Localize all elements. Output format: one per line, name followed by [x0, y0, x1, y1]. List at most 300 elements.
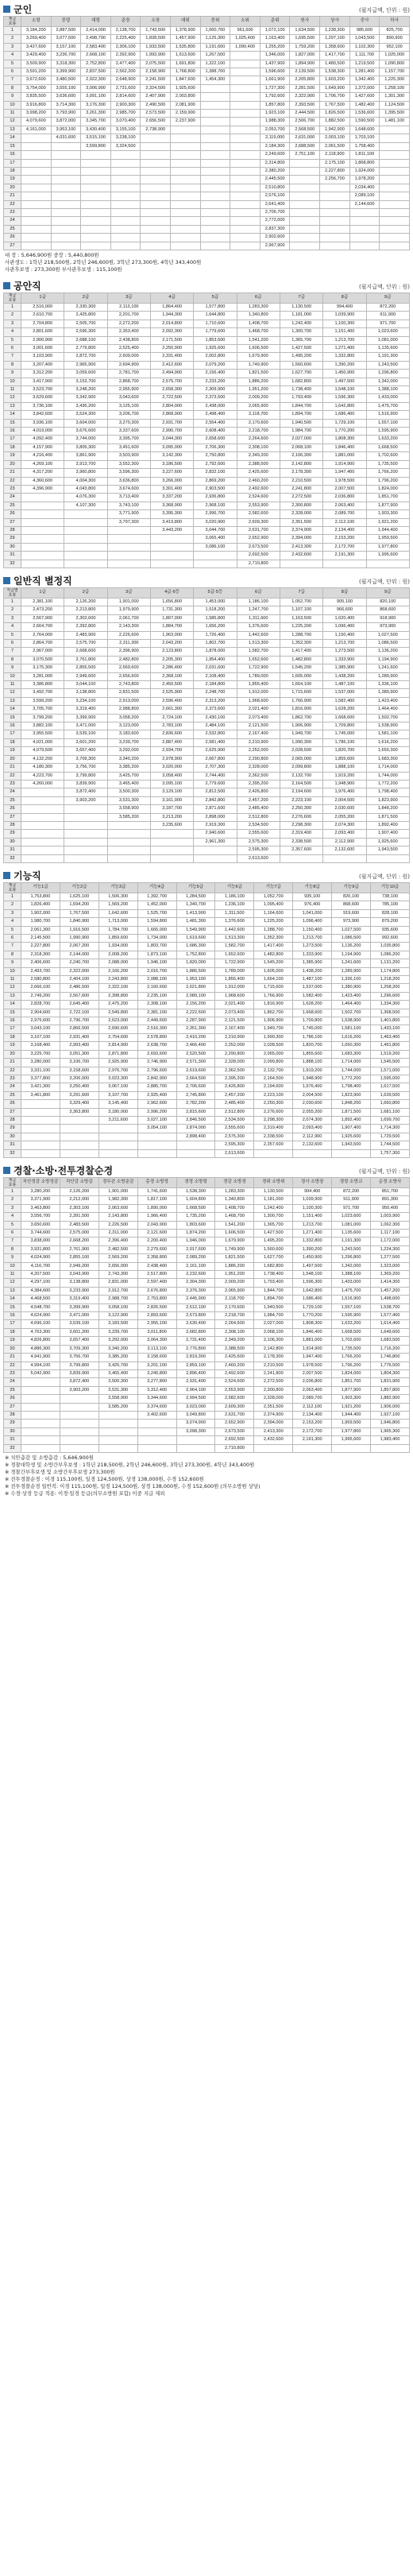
pay-cell: 3,250,400: [60, 1083, 98, 1091]
pay-cell: [380, 192, 410, 200]
pay-cell: 2,178,300: [280, 469, 322, 477]
pay-cell: 3,049,800: [176, 1411, 215, 1419]
pay-cell: 1,163,400: [260, 35, 290, 43]
pay-cell: 2,582,600: [215, 1395, 254, 1403]
pay-cell: 1,346,000: [260, 52, 290, 60]
pay-cell: [137, 1444, 176, 1452]
pay-cell: 3,842,600: [21, 411, 64, 419]
pay-cell: 3,531,300: [98, 1386, 137, 1394]
table-row: [4, 918, 410, 926]
pay-cell: 2,287,900: [176, 1017, 215, 1025]
corner-bottom-label: 호봉: [8, 21, 17, 26]
pay-cell: 2,738,900: [141, 126, 171, 134]
pay-cell: 1,988,300: [260, 118, 290, 126]
pay-cell: 1,616,200: [366, 738, 409, 746]
pay-cell: 2,846,500: [176, 1116, 215, 1124]
pay-cell: 2,331,400: [150, 353, 193, 361]
table-row: [4, 68, 410, 76]
pay-cell: 2,661,300: [150, 706, 193, 714]
pay-cell: 868,600: [366, 606, 409, 614]
pay-cell: [107, 830, 150, 838]
pay-cell: 1,634,500: [290, 27, 320, 35]
table-row: [4, 631, 410, 639]
pay-cell: 1,714,000: [332, 1059, 371, 1067]
pay-cell: 1,914,900: [293, 1345, 332, 1353]
pay-cell: 1,745,000: [323, 730, 366, 738]
pay-cell: [21, 838, 64, 846]
pay-cell: 2,688,100: [64, 336, 107, 344]
pay-cell: 1,358,600: [320, 43, 350, 51]
column-header: 7급: [280, 587, 322, 598]
pay-cell: 2,722,500: [150, 394, 193, 402]
pay-cell: 3,744,600: [21, 1230, 60, 1238]
pay-cell: 3,044,100: [64, 681, 107, 689]
pay-cell: [230, 118, 261, 126]
pay-cell: 1,977,800: [366, 543, 409, 551]
pay-cell: [171, 159, 201, 167]
pay-cell: 1,857,800: [260, 101, 290, 109]
pay-cell: 868,600: [332, 901, 371, 909]
pay-cell: 2,571,300: [176, 1059, 215, 1067]
pay-cell: [81, 208, 111, 216]
pay-cell: 2,358,800: [137, 1254, 176, 1262]
step-cell: 20: [4, 1050, 21, 1058]
step-cell: 13: [4, 992, 21, 1000]
pay-cell: 2,900,900: [21, 336, 64, 344]
note-line: ※ 치안총감 및 소방총감 : 5,646,900원: [5, 1454, 94, 1461]
pay-cell: [320, 217, 350, 225]
pay-cell: 1,333,900: [293, 951, 332, 959]
pay-cell: [230, 176, 261, 184]
pay-cell: 3,371,900: [21, 1196, 60, 1204]
pay-cell: 2,898,400: [176, 1133, 215, 1141]
pay-cell: 1,495,200: [280, 353, 322, 361]
section-title-text: 기능직: [14, 870, 41, 881]
pay-cell: 1,135,600: [366, 345, 409, 353]
pay-cell: 1,656,200: [194, 623, 237, 631]
pay-cell: 1,454,300: [200, 76, 230, 84]
pay-cell: 1,946,000: [176, 1238, 215, 1245]
pay-cell: 1,297,100: [320, 35, 350, 43]
pay-cell: 5,042,900: [21, 1369, 60, 1377]
pay-cell: 1,649,900: [320, 84, 350, 92]
pay-cell: 1,862,700: [254, 1009, 293, 1017]
pay-cell: 1,498,600: [371, 1296, 410, 1303]
pay-cell: 1,792,600: [260, 93, 290, 101]
pay-cell: [230, 192, 261, 200]
pay-cell: 2,819,300: [176, 1354, 215, 1362]
pay-cell: 1,679,900: [215, 1238, 254, 1245]
pay-cell: 2,031,600: [194, 664, 237, 672]
pay-cell: 2,227,800: [21, 943, 60, 951]
pay-cell: 2,832,100: [194, 469, 237, 477]
step-cell: 12: [4, 118, 21, 126]
table-row: [4, 1230, 410, 1238]
pay-cell: [230, 126, 261, 134]
pay-cell: 1,614,400: [371, 1320, 410, 1328]
pay-cell: 3,838,000: [21, 1238, 60, 1245]
pay-cell: 1,172,000: [371, 1238, 410, 1245]
step-cell: 21: [4, 1354, 21, 1362]
pay-cell: 2,619,600: [176, 1067, 215, 1075]
pay-cell: 1,482,800: [254, 951, 293, 959]
pay-cell: [81, 225, 111, 233]
pay-cell: 2,512,100: [176, 1303, 215, 1311]
pay-cell: 1,333,900: [323, 656, 366, 664]
section-title-text: 일반직 별정직: [14, 575, 72, 587]
table-row: [4, 706, 410, 714]
pay-cell: 1,798,400: [332, 1083, 371, 1091]
pay-cell: 2,517,800: [137, 1271, 176, 1279]
pay-cell: 2,264,600: [237, 436, 280, 444]
pay-cell: [64, 518, 107, 526]
pay-cell: 2,201,700: [107, 312, 150, 320]
pay-cell: 2,782,200: [176, 1100, 215, 1108]
pay-cell: 2,722,100: [60, 1009, 98, 1017]
step-cell: 17: [4, 730, 21, 738]
column-header: 6급: [237, 292, 280, 303]
pay-cell: 2,460,200: [237, 477, 280, 485]
pay-cell: 2,859,100: [176, 1362, 215, 1369]
table-row: [4, 738, 410, 746]
step-cell: 11: [4, 110, 21, 118]
pay-cell: 1,218,200: [371, 976, 410, 984]
pay-cell: 1,857,800: [371, 1386, 410, 1394]
pay-cell: 1,590,500: [349, 118, 380, 126]
pay-cell: 3,797,300: [107, 518, 150, 526]
pay-cell: 1,766,900: [280, 697, 322, 705]
pay-cell: 2,638,700: [137, 1042, 176, 1050]
pay-cell: 3,122,900: [98, 1312, 137, 1320]
pay-cell: 1,322,100: [200, 60, 230, 68]
pay-cell: 2,374,900: [254, 1411, 293, 1419]
pay-cell: 3,650,600: [21, 1221, 60, 1229]
square-bullet-icon: [3, 872, 10, 879]
pay-cell: 4,180,300: [21, 764, 64, 772]
pay-cell: 3,129,100: [150, 788, 193, 796]
pay-cell: 3,503,900: [107, 452, 150, 460]
pay-cell: 2,746,900: [137, 1059, 176, 1067]
pay-cell: 3,604,000: [64, 419, 107, 427]
pay-cell: 2,144,600: [349, 200, 380, 208]
pay-cell: [320, 200, 350, 208]
column-header: 2급: [64, 292, 107, 303]
pay-cell: 1,243,500: [332, 1245, 371, 1253]
pay-cell: 2,812,500: [194, 788, 237, 796]
pay-cell: 1,039,900: [323, 312, 366, 320]
step-cell: 1: [4, 598, 21, 606]
pay-cell: 1,978,500: [293, 1362, 332, 1369]
pay-cell: [141, 167, 171, 175]
pay-cell: 1,388,700: [200, 68, 230, 76]
pay-cell: 1,652,600: [237, 656, 280, 664]
pay-cell: 2,306,100: [110, 43, 141, 51]
pay-cell: 2,978,900: [150, 755, 193, 763]
pay-cell: 3,523,700: [21, 386, 64, 394]
pay-cell: 2,482,800: [107, 656, 150, 664]
pay-cell: 2,009,200: [237, 394, 280, 402]
pay-cell: 3,206,000: [60, 1075, 98, 1083]
pay-cell: 3,629,600: [21, 394, 64, 402]
pay-cell: [194, 854, 237, 862]
pay-cell: 3,471,000: [60, 1312, 98, 1320]
step-cell: 7: [4, 353, 21, 361]
pay-cell: [21, 208, 52, 216]
pay-cell: 3,872,000: [51, 118, 81, 126]
table-row: [4, 984, 410, 992]
pay-cell: [230, 68, 261, 76]
pay-cell: 3,240,800: [137, 1369, 176, 1377]
table-row: [4, 1320, 410, 1328]
pay-cell: 1,060,700: [200, 27, 230, 35]
column-header: 6급: [237, 587, 280, 598]
pay-cell: 1,894,900: [290, 60, 320, 68]
pay-cell: 2,871,600: [194, 805, 237, 813]
pay-cell: 1,694,200: [60, 901, 98, 909]
pay-cell: [176, 1141, 215, 1149]
table-row: [4, 1116, 410, 1124]
pay-cell: 2,610,700: [21, 312, 64, 320]
pay-cell: 1,820,700: [323, 747, 366, 755]
table-row: [4, 697, 410, 705]
pay-cell: 2,132,600: [323, 846, 366, 854]
table-row: [4, 943, 410, 951]
step-cell: 9: [4, 664, 21, 672]
pay-cell: [98, 1141, 137, 1149]
pay-cell: 3,312,200: [21, 370, 64, 378]
pay-cell: 2,008,200: [98, 951, 137, 959]
pay-cell: 1,844,700: [280, 402, 322, 410]
pay-cell: 1,191,300: [366, 353, 409, 361]
pay-cell: 1,940,500: [254, 1303, 293, 1311]
pay-cell: [51, 184, 81, 192]
pay-cell: 2,575,300: [215, 1133, 254, 1141]
table-row: [4, 1271, 410, 1279]
table-row: [4, 118, 410, 126]
pay-cell: 4,260,000: [21, 780, 64, 788]
pay-cell: 3,020,000: [150, 764, 193, 772]
pay-cell: 1,475,700: [366, 402, 409, 410]
pay-cell: [110, 192, 141, 200]
pay-cell: 2,438,400: [137, 1262, 176, 1270]
step-cell: 24: [4, 494, 21, 502]
pay-cell: [230, 76, 261, 84]
step-cell: 18: [4, 444, 21, 451]
pay-cell: 2,003,100: [320, 134, 350, 142]
pay-cell: 1,023,600: [332, 1213, 371, 1221]
pay-cell: 2,931,400: [60, 1033, 98, 1041]
pay-cell: 3,280,000: [21, 1059, 60, 1067]
pay-cell: 2,065,000: [280, 755, 322, 763]
table-row: [4, 935, 410, 943]
pay-cell: 1,902,000: [21, 909, 60, 917]
salary-table: [3, 882, 410, 1158]
pay-cell: [21, 167, 52, 175]
pay-cell: 1,789,000: [237, 672, 280, 680]
pay-cell: 4,043,800: [64, 485, 107, 493]
pay-cell: 2,276,600: [254, 1108, 293, 1116]
pay-cell: 3,599,200: [21, 697, 64, 705]
step-cell: 14: [4, 411, 21, 419]
pay-cell: 2,362,500: [237, 772, 280, 780]
pay-cell: 2,512,800: [215, 1108, 254, 1116]
table-row: [4, 1067, 410, 1075]
pay-cell: 1,277,500: [371, 1254, 410, 1262]
pay-cell: 2,391,500: [60, 1213, 98, 1221]
pay-cell: [21, 142, 52, 150]
pay-cell: 1,633,200: [332, 1320, 371, 1328]
pay-cell: 2,410,200: [176, 1033, 215, 1041]
pay-cell: 3,471,000: [64, 722, 107, 730]
pay-cell: 1,625,100: [60, 893, 98, 901]
pay-cell: 2,376,300: [176, 1287, 215, 1295]
note-line: ※ 전투경찰순경 : 이경 115,100원, 일경 124,500원, 상경 138,000원, 수경 152,600원: [5, 1475, 204, 1482]
pay-cell: 3,601,200: [64, 738, 107, 746]
pay-cell: 1,943,500: [332, 1141, 371, 1149]
pay-cell: [81, 151, 111, 159]
pay-cell: 2,580,800: [21, 976, 60, 984]
pay-cell: 1,582,400: [323, 697, 366, 705]
pay-cell: 1,538,300: [320, 68, 350, 76]
table-header-row: [4, 292, 410, 303]
column-header: 5급·5등: [194, 587, 237, 598]
pay-cell: 1,151,400: [293, 1213, 332, 1221]
pay-cell: 1,545,200: [280, 664, 322, 672]
column-header: 소령: [21, 17, 52, 27]
pay-cell: 1,786,100: [323, 738, 366, 746]
pay-cell: 3,044,300: [150, 436, 193, 444]
pay-cell: 1,495,200: [254, 1238, 293, 1245]
step-cell: 19: [4, 176, 21, 184]
pay-cell: [293, 1149, 332, 1157]
pay-cell: 2,353,400: [107, 328, 150, 336]
pay-cell: 2,815,600: [176, 1108, 215, 1116]
pay-cell: 1,225,300: [380, 76, 410, 84]
pay-cell: 2,525,900: [150, 689, 193, 697]
table-row: [4, 780, 410, 788]
square-bullet-icon: [3, 282, 10, 289]
pay-cell: [141, 142, 171, 150]
step-cell: 13: [4, 697, 21, 705]
pay-cell: 4,216,400: [21, 452, 64, 460]
pay-cell: 2,308,100: [215, 1328, 254, 1336]
column-header: 기능6급: [215, 882, 254, 893]
step-cell: 28: [4, 821, 21, 829]
pay-cell: 2,694,900: [107, 361, 150, 369]
salary-table: [3, 587, 410, 863]
pay-cell: 2,308,100: [237, 444, 280, 451]
pay-cell: 1,043,500: [349, 35, 380, 43]
step-cell: 27: [4, 242, 21, 250]
pay-cell: [366, 854, 409, 862]
pay-cell: 2,761,800: [64, 656, 107, 664]
table-row: [4, 1354, 410, 1362]
pay-cell: 1,912,000: [237, 689, 280, 697]
pay-cell: 1,827,000: [290, 52, 320, 60]
pay-cell: 1,821,500: [215, 1254, 254, 1262]
pay-cell: [230, 60, 261, 68]
pay-cell: 3,395,700: [107, 436, 150, 444]
pay-cell: 1,648,600: [349, 126, 380, 134]
table-row: [4, 312, 410, 320]
column-header: 경위 소방위: [254, 1177, 293, 1187]
pay-cell: 1,582,400: [293, 992, 332, 1000]
pay-cell: [150, 552, 193, 560]
pay-cell: 2,121,500: [215, 1017, 254, 1025]
pay-cell: 2,205,800: [290, 76, 320, 84]
pay-cell: 1,714,000: [366, 764, 409, 772]
pay-cell: 1,095,400: [254, 901, 293, 909]
pay-cell: 2,525,400: [107, 345, 150, 353]
column-header: 경감 소방경: [215, 1177, 254, 1187]
pay-cell: 3,103,900: [21, 353, 64, 361]
pay-cell: 2,351,500: [254, 1403, 293, 1411]
pay-cell: [60, 1420, 98, 1427]
pay-cell: 3,291,600: [60, 1091, 98, 1099]
pay-cell: 1,710,600: [194, 320, 237, 327]
column-header: 치안감 소방감: [60, 1177, 98, 1187]
pay-cell: 1,695,500: [290, 35, 320, 43]
table-row: [4, 27, 410, 35]
pay-cell: 1,224,300: [371, 1245, 410, 1253]
pay-cell: 1,376,600: [215, 918, 254, 926]
pay-cell: 2,184,800: [194, 681, 237, 689]
pay-cell: 1,390,200: [293, 1245, 332, 1253]
pay-cell: 3,399,900: [60, 1303, 98, 1311]
step-cell: 24: [4, 788, 21, 796]
pay-cell: 2,965,900: [64, 361, 107, 369]
pay-cell: 3,106,700: [60, 1059, 98, 1067]
pay-cell: 1,464,400: [366, 706, 409, 714]
pay-cell: 911,900: [332, 1196, 371, 1204]
pay-cell: [200, 234, 230, 242]
pay-cell: 2,406,600: [21, 959, 60, 967]
pay-cell: 3,186,500: [150, 460, 193, 468]
step-cell: 12: [4, 394, 21, 402]
step-cell: 3: [4, 1204, 21, 1212]
pay-cell: 2,223,100: [280, 796, 322, 804]
pay-cell: 2,466,400: [176, 1042, 215, 1050]
pay-cell: 3,236,700: [51, 52, 81, 60]
pay-cell: [141, 225, 171, 233]
table-row: [4, 93, 410, 101]
pay-cell: 1,757,300: [371, 1149, 410, 1157]
pay-cell: 1,536,600: [349, 110, 380, 118]
table-row: [4, 846, 410, 854]
pay-cell: 2,668,600: [64, 648, 107, 656]
pay-cell: 4,696,100: [21, 1320, 60, 1328]
salary-table: [3, 1177, 410, 1453]
pay-cell: 1,020,400: [323, 614, 366, 622]
pay-cell: 3,558,900: [107, 805, 150, 813]
pay-cell: 2,153,200: [293, 1420, 332, 1427]
pay-cell: 2,213,800: [64, 606, 107, 614]
pay-cell: [21, 200, 52, 208]
pay-cell: 2,492,600: [237, 485, 280, 493]
table-row: [4, 1312, 410, 1320]
pay-cell: 3,756,700: [60, 1354, 98, 1362]
pay-cell: 1,457,200: [371, 1287, 410, 1295]
section-header: [3, 0, 410, 16]
pay-cell: 911,900: [366, 312, 409, 320]
pay-cell: 1,816,900: [254, 1001, 293, 1009]
pay-cell: 4,079,500: [21, 747, 64, 755]
pay-cell: [320, 234, 350, 242]
pay-cell: 3,839,900: [64, 780, 107, 788]
table-row: [4, 606, 410, 614]
pay-cell: 3,363,800: [60, 1108, 98, 1116]
pay-cell: [81, 184, 111, 192]
